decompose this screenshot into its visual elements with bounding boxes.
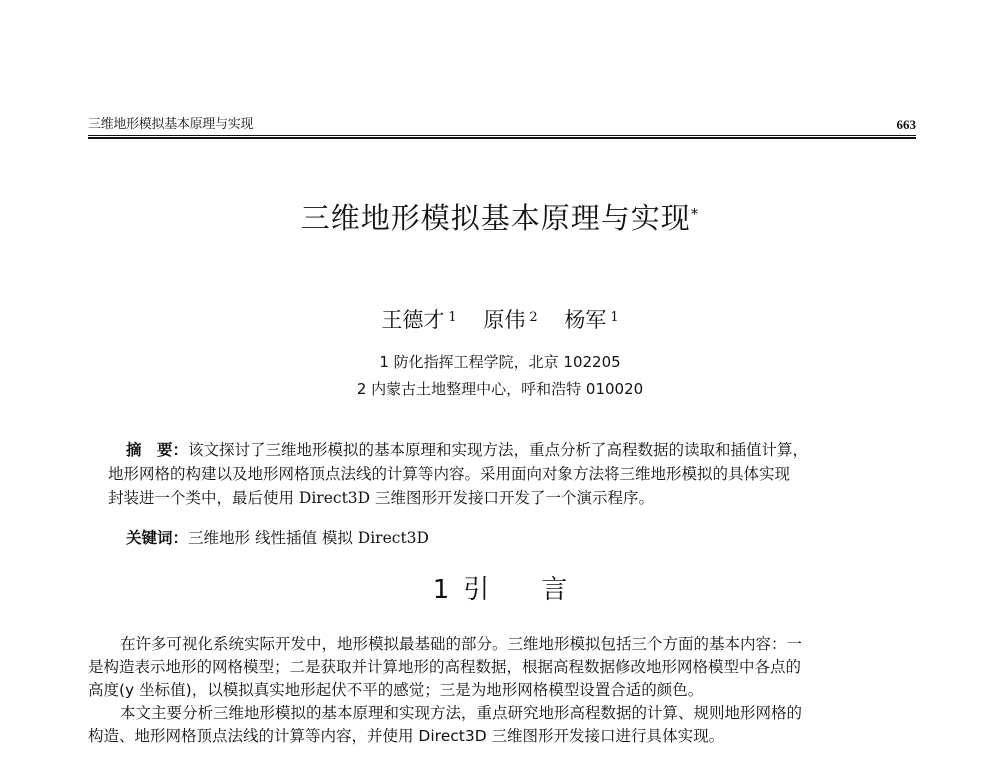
author-affil-mark: 1 [610, 310, 619, 325]
abstract-text: 该文探讨了三维地形模拟的基本原理和实现方法，重点分析了高程数据的读取和插值计算， [188, 441, 809, 459]
abstract-line-1 [108, 438, 908, 462]
author-3 [564, 308, 618, 332]
paragraph-2-line-1: 本文主要分析三维地形模拟的基本原理和实现方法，重点研究地形高程数据的计算、规则地形网格的 [120, 704, 803, 722]
running-head-title: 三维地形模拟基本原理与实现 [88, 117, 254, 132]
keywords-label: 关键词： [126, 529, 189, 547]
author-list [0, 306, 1000, 338]
author-affil-mark: 2 [529, 310, 538, 325]
author-name: 王德才 [381, 308, 445, 332]
title-footnote-mark: * [690, 205, 700, 223]
author-name: 杨军 [564, 308, 607, 332]
abstract [108, 438, 908, 510]
section-number: 1 [432, 575, 450, 605]
keywords [126, 526, 429, 550]
page-number: 663 [896, 117, 916, 132]
running-head [88, 116, 916, 136]
abstract-line-3: 封装进一个类中，最后使用 Direct3D 三维图形开发接口开发了一个演示程序。 [108, 489, 655, 507]
paragraph-1-line-2: 是构造表示地形的网格模型；二是获取并计算地形的高程数据，根据高程数据修改地形网格模型中各点的 [88, 658, 802, 676]
paragraph-1-line-1: 在许多可视化系统实际开发中，地形模拟最基础的部分。三维地形模拟包括三个方面的基本内容：一 [120, 635, 803, 653]
keywords-text: 三维地形 线性插值 模拟 Direct3D [188, 529, 429, 547]
affiliation-1: 1 防化指挥工程学院，北京 102205 [379, 353, 621, 371]
body-text [88, 633, 916, 748]
paper-title-text: 三维地形模拟基本原理与实现 [300, 201, 691, 235]
paragraph-1-line-3: 高度(y 坐标值)，以模拟真实地形起伏不平的感觉；三是为地形网格模型设置合适的颜色。 [88, 681, 704, 699]
author-2 [483, 308, 537, 332]
author-affil-mark: 1 [448, 310, 457, 325]
abstract-line-2: 地形网格的构建以及地形网格顶点法线的计算等内容。采用面向对象方法将三维地形模拟的具体实现 [108, 465, 791, 483]
abstract-label: 摘 要： [126, 441, 189, 459]
author-name: 原伟 [483, 308, 526, 332]
section-heading [0, 572, 1000, 608]
author-1 [381, 308, 456, 332]
header-rule-thin [88, 135, 916, 136]
header-rule-thick [88, 137, 916, 139]
paragraph-2-line-2: 构造、地形网格顶点法线的计算等内容，并使用 Direct3D 三维图形开发接口进行具体实现。 [88, 727, 725, 745]
affiliation-2: 2 内蒙古土地整理中心，呼和浩特 010020 [356, 380, 644, 398]
paper-title [0, 198, 1000, 238]
section-title-text: 引 言 [463, 575, 568, 605]
